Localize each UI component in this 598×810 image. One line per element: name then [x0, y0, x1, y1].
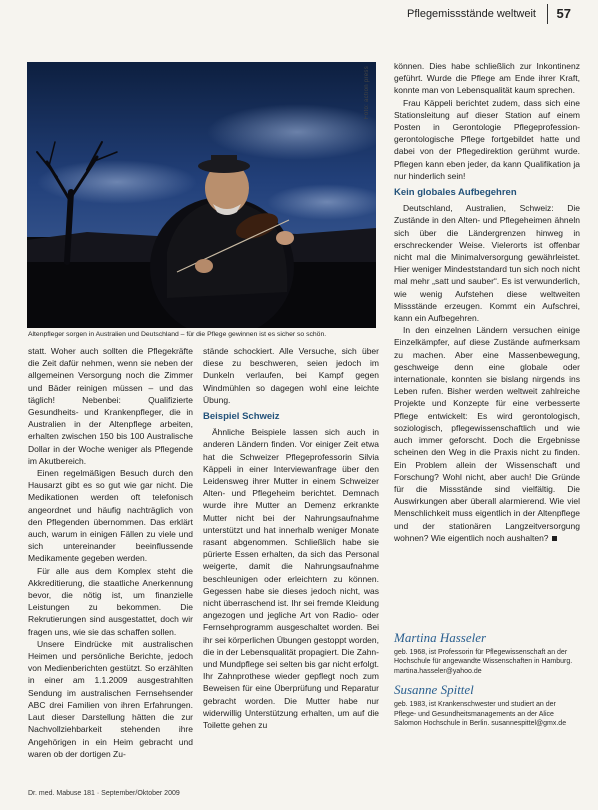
article-column-2	[203, 345, 379, 731]
col1-paragraph: Für alle aus dem Komplex steht die Akkreditierung, die staatliche Anerkennung bevor, die nötig ist, um finanzielle Leistungen zu bekommen. Die Rekrutierungen sind ausgestattet, doch wir fragen uns, wie sie das schaffen sollen.	[28, 565, 193, 637]
author-name: Susanne Spittel	[394, 682, 474, 698]
running-title: Pflegemissstände weltweit	[406, 8, 536, 20]
article-column-3	[394, 60, 580, 544]
col1-paragraph: Einen regelmäßigen Besuch durch den Hausarzt gibt es so gut wie gar nicht. Die Medikationen werden oft telefonisch angeordnet und häufig nachträglich von den Pflegenden übernommen. Das erklärt auch, warum in einigen Fällen zu viele und sich untereinander beeinflussende Medikamente gegeben werden.	[28, 468, 193, 564]
col3-paragraph: Frau Käppeli berichtet zudem, dass sich eine Stationsleitung auf dieser Station auf einem Posten in Gerontologie Pflegeprofession-gerontologische Pflege fortgebildet hatte und dabei von der Pflegedirektion gerühmt wurde. Pflegen kann eben jeder, da kann Qualifikation ja nur hinderlich sein!	[394, 97, 580, 181]
photo-credit: Foto: action press	[364, 66, 370, 120]
author-name: Martina Hasseler	[394, 630, 487, 645]
author-box	[394, 624, 579, 728]
author-bio: geb. 1983, ist Krankenschwester und studiert an der Pflege- und Gesundheitsmanagements an der Alice Salomon Hochschule in Berlin. susannespittel@gmx.de	[394, 701, 567, 728]
article-column-1	[28, 345, 193, 760]
page-header	[0, 0, 598, 40]
col2-intro: stände schockiert. Alle Versuche, sich über diese zu beschweren, seien jedoch im Dunkeln verlaufen, bei Kampf gegen Windmühlen so dagegen wohl eine leichte Übung.	[203, 346, 379, 405]
photo-violinist	[27, 62, 376, 328]
col2-paragraph: Ähnliche Beispiele lassen sich auch in anderen Ländern finden. Vor einiger Zeit etwa hat die Schweizer Pflegeprofessorin Silvia Käppeli in einer Interviewanfrage über den Leidensweg ihrer Mutter in einem Schweizer Alten- und Pflegeheim berichtet. Demnach wurde ihre Mutter an Demenz erkrankte Mutter nicht bei der Nahrungsaufnahme unterstützt und hat innerhalb weniger Monate rasant abgenommen. Schließlich habe sie pürierte Essen erhalten, da sich das Personal weigerte, damit die Nahrungsaufnahme beschleunigen oder erleichtern zu können. Gegessen habe sie dieses jedoch nicht, was nicht überraschend ist. Ihr sei fremde Kleidung angezogen und jegliche Art von Radio- oder Fernsehprogramm ausgeschaltet worden. Bei ihr sei körperlichen Übungen gestoppt worden, die in der Lebensqualität propagiert. Die Zahn- und Mundpflege sei selten bis gar nicht erfolgt. Ihr Zahnprothese wieder gepflegt noch zum Beweisen für eine Überprüfung und Reparatur gebracht worden. Die Mutter habe nur widerwillig Unterstützung erhalten, um auf die Toilette gehen zu	[203, 427, 379, 731]
photo-caption: Altenpfleger sorgen in Australien und Deutschland – für die Pflege gewinnen ist es sicher so schön.	[28, 331, 327, 338]
section-heading: Beispiel Schweiz	[203, 411, 280, 423]
col3-paragraph	[394, 324, 580, 544]
col1-paragraph: statt. Woher auch sollten die Pflegekräfte die Zeit dafür nehmen, wenn sie neben der allgemeinen Versorgung noch die Zimmer und Bäder reinigen müssen – und das täglich! Nebenbei: Qualifizierte Gesundheits- und Krankenpfleger, die in Australien in der Altenpflege arbeiten, erhalten zwischen 150 bis 100 Australische Dollar in der Woche weniger als Pflegende im Akutbereich.	[28, 346, 193, 466]
end-mark	[552, 536, 557, 541]
col1-paragraph: Unsere Eindrücke mit australischen Heimen und persönliche Berichte, jedoch von Medienberichten gestützt. So erzählten in einer am 1.1.2009 ausgestrahlten Sendung im australischen Fernsehsender ABC drei Familien von ihren Erfahrungen. Laut dieser Darstellung hätten die zur Nachvollziehbarkeit stehenden ihre Angehörigen in ein Heim gebracht und waren ob der dortigen Zu-	[28, 638, 193, 759]
author-entry	[394, 630, 579, 676]
header-divider	[547, 4, 548, 24]
col3-intro: können. Dies habe schließlich zur Inkontinenz geführt. Wurde die Pflege am Ende ihrer Kraft, konnte man von Lebensqualität kaum sprechen.	[394, 61, 580, 96]
col3-paragraph-text: In den einzelnen Ländern versuchen einige Einzelkämpfer, auf diese Zustände aufmerksam zu machen. Aber eine Massenbewegung, geschweige denn eine globale oder internationale, konnten sie bislang nirgends ins Leben rufen. Bisher werden weltweit zahlreiche Projekte und Konzepte für eine verbesserte Pflege entwickelt: Es wird gerontologisch, soziologisch, pflegewissenschaftlich und wie auch immer geforscht. Doch die Ergebnisse scheinen den Weg in die Praxis nicht zu finden. Ein Problem allein der Wissenschaft und Forschung? Wohl nicht, aber auch! Die Gründe für die Missstände sind vielfältig. Die Auswirkungen aber überall alarmierend. Wie viel Menschlichkeit muss eigentlich in der Altenpflege und der stationären Langzeitversorgung wohnen? Wie eigentlich noch aushalten?	[394, 325, 580, 543]
author-entry	[394, 682, 579, 728]
section-heading: Kein globales Aufbegehren	[394, 187, 517, 199]
page-footer: Dr. med. Mabuse 181 · September/Oktober 2009	[28, 790, 180, 797]
col3-paragraph: Deutschland, Australien, Schweiz: Die Zustände in den Alten- und Pflegeheimen ähneln sich über die Ländergrenzen hinweg in erschreckender Weise. Vielerorts ist offenbar nicht mal die Minimalversorgung gewährleistet. Hier weniger Mindeststandard tun sich noch nicht mal mehr „satt und sauber“. Es ist verwunderlich, wie wenig Aufstehen diese weltweiten Missstände erzeugen. Kommt ein Aufschrei, kann ein Aufbegehren.	[394, 203, 580, 324]
page-number: 57	[556, 6, 571, 21]
author-bio: geb. 1968, ist Professorin für Pflegewissenschaft an der Hochschule für angewandte Wissenschaften in Hamburg. martina.hasseler@yahoo.de	[394, 649, 573, 675]
